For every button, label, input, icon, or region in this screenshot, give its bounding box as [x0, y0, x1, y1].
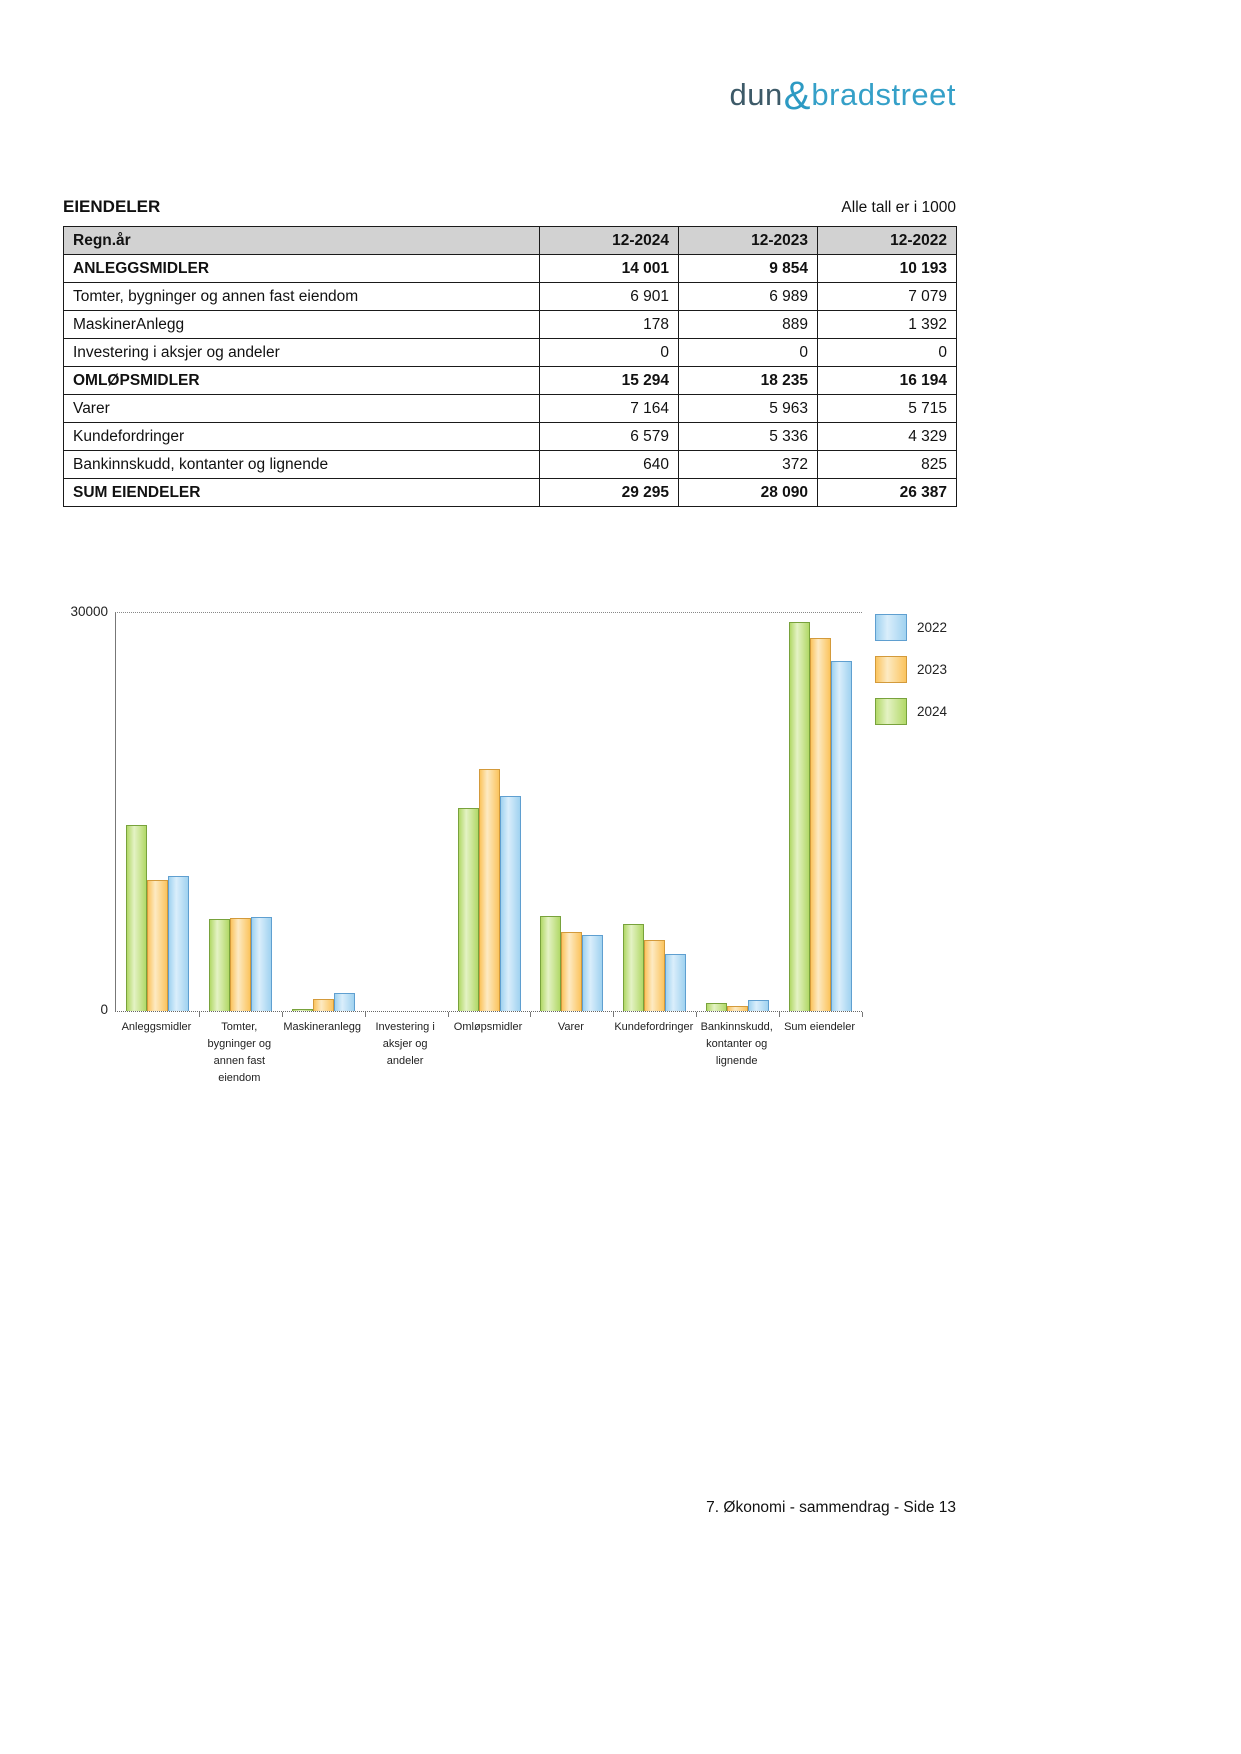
- bar-2023: [727, 1006, 748, 1011]
- logo-bradstreet-text: bradstreet: [811, 77, 956, 112]
- cell-value: 7 079: [818, 283, 957, 311]
- bar-2023: [644, 940, 665, 1011]
- row-label: Varer: [64, 395, 540, 423]
- logo-dun-text: dun: [729, 77, 783, 112]
- cell-value: 372: [679, 451, 818, 479]
- category-label: Tomter, bygninger og annen fast eiendom: [207, 1021, 272, 1085]
- cell-value: 7 164: [540, 395, 679, 423]
- assets-bar-chart: [0, 600, 1241, 1120]
- cell-value: 6 579: [540, 423, 679, 451]
- bar-2023: [810, 638, 831, 1011]
- cell-value: 6 989: [679, 283, 818, 311]
- table-row: [64, 255, 957, 283]
- cell-value: 4 329: [818, 423, 957, 451]
- row-label: ANLEGGSMIDLER: [64, 255, 540, 283]
- cell-value: 16 194: [818, 367, 957, 395]
- cell-value: 5 963: [679, 395, 818, 423]
- cell-value: 5 336: [679, 423, 818, 451]
- plot-area: [115, 612, 862, 1012]
- bar-group: [199, 917, 282, 1011]
- legend-item: [875, 656, 947, 683]
- bar-2023: [313, 999, 334, 1011]
- cell-value: 0: [818, 339, 957, 367]
- row-label: MaskinerAnlegg: [64, 311, 540, 339]
- cell-value: 18 235: [679, 367, 818, 395]
- bar-2024: [623, 924, 644, 1011]
- bar-group: [779, 622, 862, 1011]
- table-row: [64, 451, 957, 479]
- cell-value: 889: [679, 311, 818, 339]
- legend-label: 2024: [917, 704, 948, 719]
- table-row: [64, 339, 957, 367]
- legend-swatch-2024: [875, 698, 907, 725]
- dnb-logo: [700, 70, 956, 118]
- bar-group: [613, 924, 696, 1011]
- column-header: 12-2022: [818, 227, 957, 255]
- y-axis-zero-label: 0: [100, 1002, 108, 1017]
- bar-2023: [147, 880, 168, 1011]
- bar-2024: [458, 808, 479, 1011]
- column-header: 12-2023: [679, 227, 818, 255]
- row-label: Tomter, bygninger og annen fast eiendom: [64, 283, 540, 311]
- bar-2024: [292, 1009, 313, 1011]
- bar-2024: [209, 919, 230, 1011]
- table-row: [64, 311, 957, 339]
- category-label: Kundefordringer: [614, 1021, 694, 1033]
- cell-value: 178: [540, 311, 679, 339]
- bar-2022: [500, 796, 521, 1011]
- row-label: Kundefordringer: [64, 423, 540, 451]
- cell-value: 825: [818, 451, 957, 479]
- bar-2022: [748, 1000, 769, 1011]
- cell-value: 29 295: [540, 479, 679, 507]
- cell-value: 0: [540, 339, 679, 367]
- bar-2023: [561, 932, 582, 1011]
- bar-2024: [540, 916, 561, 1011]
- column-header: Regn.år: [64, 227, 540, 255]
- bar-2022: [665, 954, 686, 1011]
- row-label: Investering i aksjer og andeler: [64, 339, 540, 367]
- bar-group: [116, 825, 199, 1011]
- row-label: SUM EIENDELER: [64, 479, 540, 507]
- bar-2024: [706, 1003, 727, 1011]
- chart-legend: [875, 614, 947, 740]
- assets-table-header-row: [64, 227, 957, 255]
- bar-group: [530, 916, 613, 1011]
- legend-label: 2023: [917, 662, 948, 677]
- footer-text: 7. Økonomi - sammendrag - Side 13: [706, 1499, 956, 1516]
- bar-2022: [168, 876, 189, 1011]
- table-row: [64, 395, 957, 423]
- category-labels: [115, 1014, 861, 1087]
- unit-note: Alle tall er i 1000: [841, 199, 956, 216]
- cell-value: 15 294: [540, 367, 679, 395]
- logo-ampersand-icon: &: [783, 74, 811, 118]
- bar-2024: [789, 622, 810, 1011]
- category-label: Varer: [557, 1021, 584, 1033]
- cell-value: 640: [540, 451, 679, 479]
- section-title: EIENDELER: [63, 197, 161, 216]
- column-header: 12-2024: [540, 227, 679, 255]
- cell-value: 26 387: [818, 479, 957, 507]
- category-label: Bankinnskudd, kontanter og lignende: [700, 1021, 773, 1068]
- legend-swatch-2023: [875, 656, 907, 683]
- cell-value: 28 090: [679, 479, 818, 507]
- bar-2022: [334, 993, 355, 1011]
- row-label: Bankinnskudd, kontanter og lignende: [64, 451, 540, 479]
- bar-groups: [116, 613, 862, 1011]
- legend-item: [875, 614, 947, 641]
- table-row: [64, 283, 957, 311]
- legend-item: [875, 698, 947, 725]
- category-label: Investering i aksjer og andeler: [375, 1021, 435, 1068]
- cell-value: 6 901: [540, 283, 679, 311]
- bar-2024: [126, 825, 147, 1011]
- table-row: [64, 423, 957, 451]
- row-label: OMLØPSMIDLER: [64, 367, 540, 395]
- category-label: Anleggsmidler: [121, 1021, 192, 1033]
- bar-group: [696, 1000, 779, 1011]
- category-label: Sum eiendeler: [784, 1021, 856, 1033]
- bar-group: [282, 993, 365, 1011]
- cell-value: 5 715: [818, 395, 957, 423]
- table-row: [64, 367, 957, 395]
- cell-value: 9 854: [679, 255, 818, 283]
- bar-2023: [479, 769, 500, 1011]
- category-label: Omløpsmidler: [453, 1021, 523, 1033]
- bar-2022: [831, 661, 852, 1011]
- table-row: [64, 479, 957, 507]
- cell-value: 10 193: [818, 255, 957, 283]
- assets-table-body: [64, 255, 957, 507]
- bar-group: [448, 769, 531, 1011]
- bar-2022: [582, 935, 603, 1011]
- section-header: [63, 197, 956, 217]
- cell-value: 0: [679, 339, 818, 367]
- assets-table: [63, 226, 957, 507]
- legend-swatch-2022: [875, 614, 907, 641]
- category-label: Maskineranlegg: [283, 1021, 362, 1033]
- legend-label: 2022: [917, 620, 948, 635]
- cell-value: 1 392: [818, 311, 957, 339]
- y-axis-max-label: 30000: [70, 604, 108, 619]
- bar-2022: [251, 917, 272, 1011]
- cell-value: 14 001: [540, 255, 679, 283]
- bar-2023: [230, 918, 251, 1011]
